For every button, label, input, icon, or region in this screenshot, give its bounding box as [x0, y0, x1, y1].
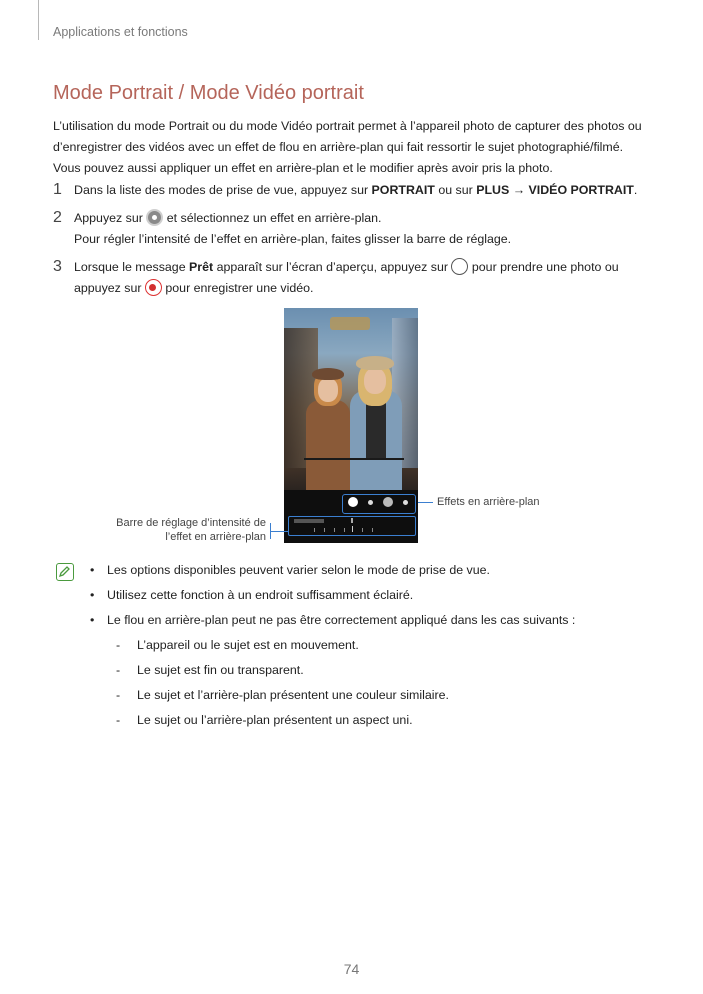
step-2 — [53, 208, 663, 250]
slider-tick — [352, 526, 353, 532]
step-text: Lorsque le message — [74, 260, 190, 274]
note-icon — [56, 563, 74, 581]
step-text: et sélectionnez un effet en arrière-plan. — [163, 211, 382, 225]
step-text: appuyez sur — [74, 281, 145, 295]
slider-tick — [324, 528, 325, 532]
mode-portrait-label: PORTRAIT — [371, 183, 435, 197]
step-text: pour prendre une photo ou — [468, 260, 619, 274]
callout-line — [270, 531, 288, 532]
more-label: PLUS — [476, 183, 510, 197]
callout-effects: Effets en arrière-plan — [437, 496, 540, 508]
callout-slider — [60, 516, 266, 544]
step-text: apparaît sur l’écran d’aperçu, appuyez sur — [213, 260, 452, 274]
callout-line — [418, 502, 433, 503]
sub-list-item: - Le sujet est fin ou transparent. — [90, 661, 670, 686]
effect-option-icon[interactable] — [403, 500, 408, 505]
intro-paragraph: L’utilisation du mode Portrait ou du mode Vidéo portrait permet à l’appareil photo de capturer des photos ou d’enregistrer des vidéos avec un effet de flou en arrière-plan qui fait ressortir le sujet photographié/filmé. Vous pouvez aussi appliquer un effet en arrière-plan et le modifier après avoir pris la photo. — [53, 119, 642, 175]
effect-option-icon[interactable] — [348, 497, 358, 507]
callout-text: l’effet en arrière-plan — [165, 531, 266, 543]
callout-text: Barre de réglage d’intensité de — [116, 517, 266, 529]
step-text: Appuyez sur — [74, 211, 147, 225]
background-effect-icon — [146, 209, 163, 226]
bicycle — [304, 458, 404, 490]
step-3 — [53, 257, 663, 299]
record-icon — [145, 279, 162, 296]
ready-label: Prêt — [189, 260, 214, 274]
arrow-text: → — [509, 183, 529, 197]
mode-video-portrait-label: VIDÉO PORTRAIT — [528, 183, 634, 197]
slider-knob[interactable] — [351, 518, 353, 523]
step-text: pour enregistrer une vidéo. — [161, 281, 314, 295]
slider-label — [294, 519, 324, 523]
camera-preview-screenshot — [284, 308, 418, 543]
list-item: • Utilisez cette fonction à un endroit suffisamment éclairé. — [90, 586, 670, 611]
list-item: • Les options disponibles peuvent varier selon le mode de prise de vue. — [90, 561, 670, 586]
step-text: . — [633, 183, 638, 197]
sub-list-item: - L’appareil ou le sujet est en mouvement. — [90, 636, 670, 661]
step-text: ou sur — [434, 183, 477, 197]
step-text: Dans la liste des modes de prise de vue, appuyez sur — [74, 183, 372, 197]
slider-tick — [344, 528, 345, 532]
step-number: 3 — [53, 258, 62, 275]
slider-tick — [314, 528, 315, 532]
slider-tick — [372, 528, 373, 532]
sub-list-item: - Le sujet ou l’arrière-plan présentent un aspect uni. — [90, 711, 670, 736]
ready-badge — [330, 317, 370, 330]
section-header: Applications et fonctions — [53, 25, 188, 39]
effect-option-icon[interactable] — [368, 500, 373, 505]
shutter-icon — [451, 258, 468, 275]
effect-option-icon[interactable] — [383, 497, 393, 507]
step-text: Pour régler l’intensité de l’effet en arrière-plan, faites glisser la barre de réglage. — [74, 232, 512, 246]
list-item: • Le flou en arrière-plan peut ne pas être correctement appliqué dans les cas suivants : — [90, 611, 670, 636]
slider-tick — [362, 528, 363, 532]
page-title: Mode Portrait / Mode Vidéo portrait — [53, 82, 364, 104]
sub-list-item: - Le sujet et l’arrière-plan présentent une couleur similaire. — [90, 686, 670, 711]
portrait-photo — [284, 308, 418, 490]
callout-line — [270, 523, 271, 539]
slider-tick — [334, 528, 335, 532]
page-number: 74 — [343, 961, 360, 977]
step-number: 1 — [53, 181, 62, 198]
step-1 — [53, 180, 663, 201]
step-number: 2 — [53, 209, 62, 226]
notes-list — [90, 561, 670, 736]
header-rule — [38, 0, 39, 40]
